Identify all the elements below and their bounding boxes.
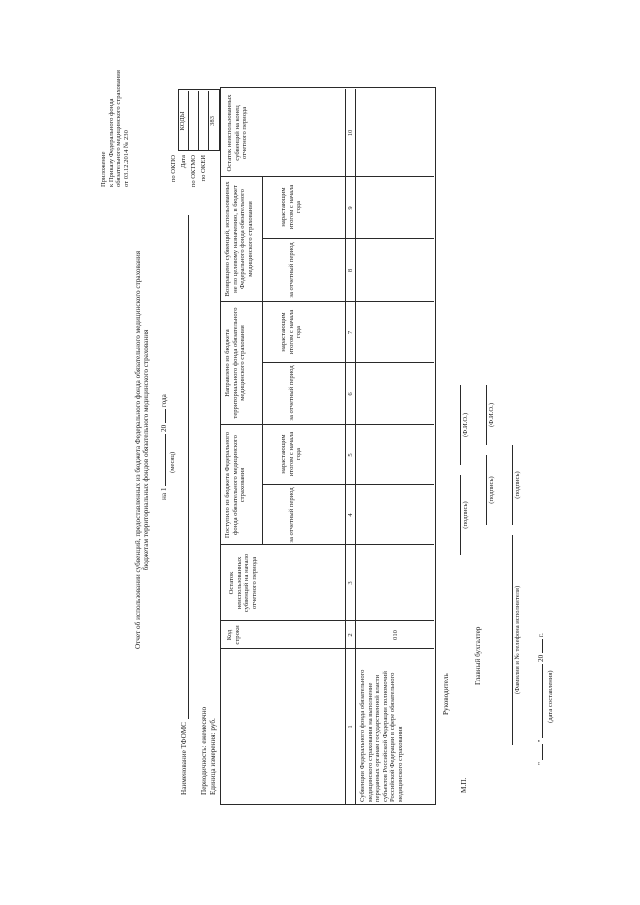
- org-label: Наименование ТФОМС: [180, 722, 188, 795]
- col-line-2: [220, 620, 434, 621]
- period-year-word: года: [160, 394, 168, 408]
- date-quote-open: ": [537, 762, 545, 765]
- head-signature-line: [460, 475, 461, 555]
- colnum-7: 7: [347, 330, 354, 335]
- colnum-6: 6: [347, 392, 354, 396]
- appendix-note: [100, 17, 130, 187]
- accountant-signature-line: [486, 455, 487, 525]
- date-month-field: [535, 664, 543, 738]
- sub-directed-cumulative: нарастающим итогом с начала года: [280, 309, 303, 355]
- unit-label: Единица измерения: руб.: [209, 718, 217, 795]
- accountant-fio-line: [486, 385, 487, 445]
- codes-header: КОДЫ: [179, 111, 186, 131]
- row-name-subventions: Субвенции Федерального фонда обязательного медицинского страхования на выполнение переданных органам государственной власти субъектов Российской Федерации полномочий Российской Федерации в сфере обязательного медицинского страхования: [359, 669, 404, 802]
- table-header-bottom-line: [345, 89, 346, 805]
- header-returned: Возвращено субвенций, использованных не по целевому назначению, в бюджет Федерального фонда обязательного медицинского страхования: [224, 181, 254, 297]
- appendix-line-2: к Приказу Федерального фонда: [107, 98, 115, 187]
- period-year-field: [158, 409, 166, 423]
- code-label-okei: по ОКЕИ: [200, 155, 207, 182]
- date-year-field: [535, 639, 543, 653]
- title-line-1: Отчет об использовании субвенций, предоставленных из бюджета Федерального фонда обязательного медицинского страхования: [134, 250, 142, 650]
- appendix-line-1: Приложение: [100, 151, 107, 187]
- colnum-2: 2: [347, 633, 354, 637]
- date-year-suffix: г.: [537, 633, 545, 638]
- sub-returned-cumulative: нарастающим итогом с начала года: [280, 184, 303, 230]
- period-prefix: на 1: [160, 487, 168, 500]
- colnum-1: 1: [347, 725, 354, 729]
- sub-received-cumulative: нарастающим итогом с начала года: [280, 431, 303, 477]
- date-day-field: [535, 744, 543, 760]
- col-line-1: [220, 648, 434, 649]
- sub-returned-period: за отчетный период: [288, 242, 295, 298]
- header-code: Код строки: [226, 625, 241, 645]
- date-quote-close: ": [537, 739, 545, 743]
- executor-signature-line: [512, 445, 513, 525]
- col-line-7: [220, 301, 434, 302]
- sub-directed-period: за отчетный период: [288, 365, 295, 421]
- title-line-2: бюджетам территориальных фондов обязательного медицинского страхования: [142, 329, 151, 571]
- row-code-010: 010: [392, 630, 399, 640]
- col-line-9: [220, 176, 434, 177]
- table-subheader-line: [262, 177, 263, 545]
- accountant-fio-caption: (Ф.И.О.): [488, 402, 495, 428]
- colnum-3: 3: [347, 581, 354, 585]
- date-caption: (дата составления): [547, 670, 554, 723]
- accountant-signature-caption: (подпись): [488, 476, 495, 504]
- executor-line: [512, 535, 513, 745]
- colnum-4: 4: [347, 513, 354, 517]
- report-period: [158, 300, 168, 500]
- stamp-mp: М.П.: [460, 777, 468, 793]
- col-line-5: [220, 424, 434, 425]
- header-received: Поступило из бюджета Федерального фонда обязательного медицинского страхования: [224, 431, 247, 539]
- header-directed: Направлено из бюджета территориального фонда обязательного медицинского страхования: [224, 307, 247, 419]
- col-line-3: [220, 544, 434, 545]
- codes-row-line-2: [198, 91, 199, 151]
- header-balance-end: Остаток неиспользованных субвенций на конец отчетного периода: [226, 94, 249, 172]
- colnum-8: 8: [347, 268, 354, 273]
- date-year-num: 20: [537, 654, 545, 662]
- table-colnum-bottom-line: [355, 89, 356, 805]
- code-label-date: Дата: [180, 155, 187, 169]
- head-fio-caption: (Ф.И.О.): [462, 412, 469, 438]
- periodicity-label: Периодичность: ежемесячно: [200, 706, 208, 795]
- period-month-caption: (месяц): [169, 451, 176, 473]
- appendix-line-3: обязательного медицинского страхования: [115, 70, 123, 187]
- accountant-label: Главный бухгалтер: [474, 626, 482, 685]
- codes-row-line-1: [188, 91, 189, 151]
- date-compiled: [535, 525, 545, 765]
- executor-caption: (Фамилия и № телефона исполнителя): [514, 585, 521, 695]
- appendix-line-4: от 03.12.2014 № 230: [122, 130, 130, 187]
- code-label-okpo: по ОКПО: [170, 155, 177, 183]
- period-month-field: [158, 434, 166, 486]
- colnum-10: 10: [347, 129, 354, 137]
- colnum-5: 5: [347, 453, 354, 457]
- head-label: Руководитель: [442, 673, 450, 715]
- period-year-num: 20: [160, 424, 168, 432]
- code-value-okei: 383: [209, 116, 216, 126]
- executor-signature-caption: (подпись): [514, 471, 521, 499]
- colnum-9: 9: [347, 206, 354, 210]
- org-name-field: [188, 215, 189, 719]
- report-title: [134, 130, 151, 770]
- head-fio-line: [460, 385, 461, 465]
- code-label-oktmo: по ОКТМО: [190, 155, 197, 188]
- header-balance-start: Остаток неиспользованных субвенций на начало отчетного периода: [228, 553, 258, 613]
- head-signature-caption: (подпись): [462, 501, 469, 529]
- sub-received-period: за отчетный период: [288, 487, 295, 543]
